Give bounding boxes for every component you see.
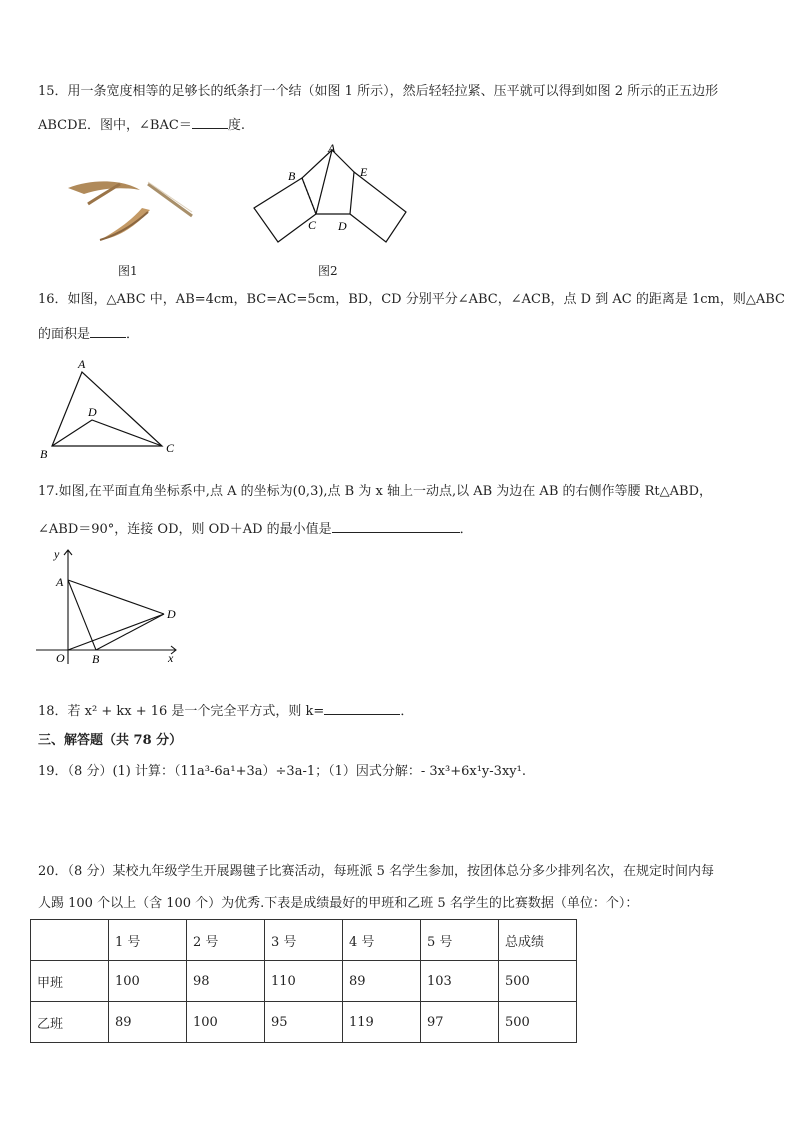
q17-line2 bbox=[38, 518, 473, 540]
table-cell: 乙班 bbox=[31, 1002, 109, 1043]
q18-answer-blank bbox=[324, 700, 400, 715]
q15-fig2-label-e: E bbox=[360, 165, 368, 179]
header-cell: 1 号 bbox=[109, 920, 187, 961]
q17-label-d: D bbox=[167, 607, 176, 621]
table-cell: 500 bbox=[499, 961, 577, 1002]
table-cell: 89 bbox=[343, 961, 421, 1002]
q15-figure2-pentagon bbox=[250, 142, 412, 246]
table-cell: 97 bbox=[421, 1002, 499, 1043]
q16-label-a: A bbox=[78, 357, 86, 371]
q20-score-table bbox=[30, 919, 577, 1043]
q17-label-b: B bbox=[92, 652, 100, 666]
table-cell: 103 bbox=[421, 961, 499, 1002]
header-cell bbox=[31, 920, 109, 961]
q15-answer-blank bbox=[192, 114, 228, 129]
q15-fig2-caption: 图2 bbox=[318, 264, 338, 278]
q15-fig2-label-b: B bbox=[288, 169, 296, 183]
table-cell: 100 bbox=[187, 1002, 265, 1043]
q16-answer-blank bbox=[90, 323, 126, 338]
header-cell: 总成绩 bbox=[499, 920, 577, 961]
header-cell: 5 号 bbox=[421, 920, 499, 961]
q15-fig2-label-d: D bbox=[338, 219, 347, 233]
q18-line bbox=[38, 700, 413, 722]
q17-line1: 17.如图,在平面直角坐标系中,点 A 的坐标为(0,3),点 B 为 x 轴上一动点,以 AB 为边在 AB 的右侧作等腰 Rt△ABD， bbox=[38, 484, 713, 499]
q15-line2-post: 度. bbox=[227, 118, 245, 133]
q15-line2 bbox=[38, 114, 245, 136]
q16-line1: 16．如图，△ABC 中，AB=4cm，BC=AC=5cm，BD，CD 分别平分∠ABC，∠ACB，点 D 到 AC 的距离是 1cm，则△ABC bbox=[38, 292, 785, 307]
q16-line2-post: ． bbox=[126, 327, 140, 342]
q20-line1: 20．（8 分）某校九年级学生开展踢毽子比赛活动，每班派 5 名学生参加，按团体总分多少排列名次，在规定时间内每 bbox=[38, 864, 714, 879]
header-cell: 3 号 bbox=[265, 920, 343, 961]
q17-coordinate-figure bbox=[34, 544, 184, 668]
table-cell: 110 bbox=[265, 961, 343, 1002]
q17-line2-post: ． bbox=[459, 522, 473, 537]
table-cell: 500 bbox=[499, 1002, 577, 1043]
q16-label-b: B bbox=[40, 447, 48, 461]
q17-line2-pre: ∠ABD＝90°，连接 OD，则 OD＋AD 的最小值是 bbox=[38, 522, 332, 537]
q18-post: ． bbox=[400, 704, 414, 719]
q16-label-c: C bbox=[166, 441, 175, 455]
header-cell: 2 号 bbox=[187, 920, 265, 961]
table-row bbox=[31, 1002, 577, 1043]
q17-label-o: O bbox=[56, 651, 65, 665]
table-row bbox=[31, 961, 577, 1002]
table-cell: 100 bbox=[109, 961, 187, 1002]
q17-label-a: A bbox=[56, 575, 64, 589]
q17-answer-blank bbox=[332, 518, 460, 533]
q16-line2-pre: 的面积是 bbox=[38, 327, 91, 342]
table-cell: 89 bbox=[109, 1002, 187, 1043]
q20-line2: 人踢 100 个以上（含 100 个）为优秀.下表是成绩最好的甲班和乙班 5 名学生的比赛数据（单位：个）： bbox=[38, 896, 639, 911]
table-cell: 95 bbox=[265, 1002, 343, 1043]
q15-fig2-label-a: A bbox=[328, 142, 336, 155]
q15-fig2-label-c: C bbox=[308, 218, 317, 232]
q16-line2 bbox=[38, 323, 139, 345]
q17-label-y: y bbox=[54, 547, 60, 561]
q16-triangle-figure bbox=[34, 352, 184, 462]
table-cell: 甲班 bbox=[31, 961, 109, 1002]
q15-fig1-caption: 图1 bbox=[118, 264, 138, 278]
header-cell: 4 号 bbox=[343, 920, 421, 961]
table-cell: 98 bbox=[187, 961, 265, 1002]
q18-pre: 18．若 x² + kx + 16 是一个完全平方式，则 k= bbox=[38, 704, 325, 719]
table-cell: 119 bbox=[343, 1002, 421, 1043]
table-header-row bbox=[31, 920, 577, 961]
q15-line1: 15．用一条宽度相等的足够长的纸条打一个结（如图 1 所示），然后轻轻拉紧、压平就可以得到如图 2 所示的正五边形 bbox=[38, 84, 719, 99]
q16-label-d: D bbox=[88, 405, 97, 419]
q19-line: 19．（8 分）(1) 计算：（11a³-6a¹+3a）÷3a-1；（1）因式分解：- 3x³+6x¹y-3xy¹. bbox=[38, 764, 526, 779]
section-heading: 三、解答题（共 78 分） bbox=[38, 733, 183, 748]
q15-figure1-paper-knot bbox=[64, 176, 198, 246]
q15-line2-pre: ABCDE．图中，∠BAC＝ bbox=[38, 118, 192, 133]
q17-label-x: x bbox=[168, 651, 174, 665]
